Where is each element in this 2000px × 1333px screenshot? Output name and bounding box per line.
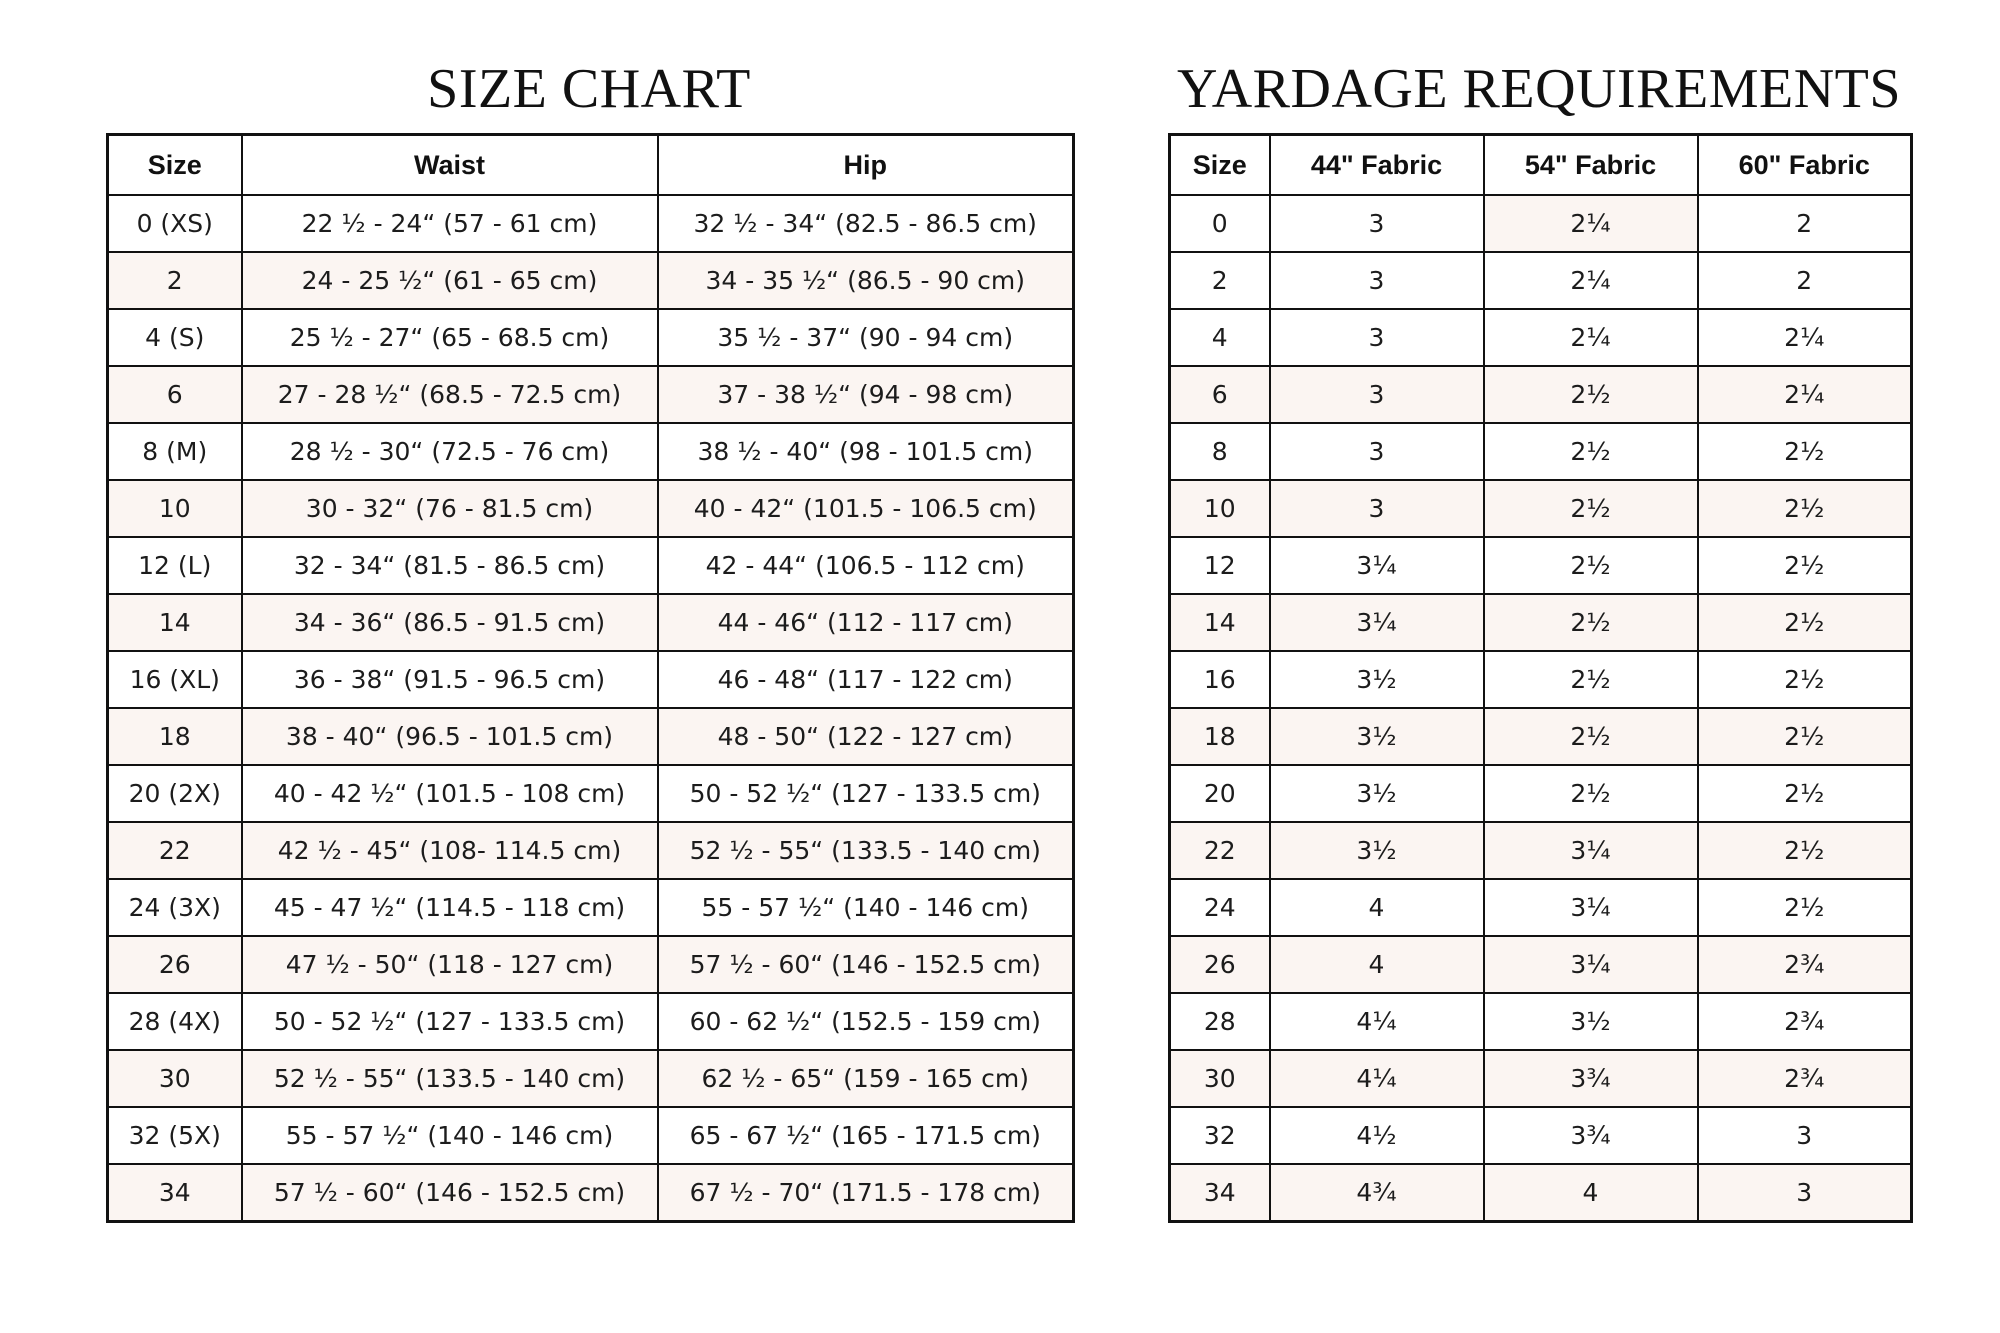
size-cell: 8	[1170, 423, 1270, 480]
yardage-header-row	[1170, 135, 1912, 196]
waist-cell: 27 - 28 ½“ (68.5 - 72.5 cm)	[242, 366, 658, 423]
fabric-60-cell: 2¾	[1698, 936, 1912, 993]
size-chart-header-row	[108, 135, 1074, 196]
size-cell: 18	[1170, 708, 1270, 765]
waist-cell: 36 - 38“ (91.5 - 96.5 cm)	[242, 651, 658, 708]
fabric-44-cell: 3½	[1270, 708, 1484, 765]
yardage-title: YARDAGE REQUIREMENTS	[1177, 58, 1901, 120]
size-cell: 4 (S)	[108, 309, 242, 366]
fabric-44-cell: 3	[1270, 480, 1484, 537]
yardage-row	[1170, 252, 1912, 309]
yardage-row	[1170, 651, 1912, 708]
yardage-row	[1170, 822, 1912, 879]
fabric-60-cell: 2½	[1698, 423, 1912, 480]
size-chart-header-hip: Hip	[658, 135, 1074, 196]
yardage-table	[1168, 133, 1913, 1223]
hip-cell: 65 - 67 ½“ (165 - 171.5 cm)	[658, 1107, 1074, 1164]
yardage-row	[1170, 1107, 1912, 1164]
size-chart-row	[108, 1050, 1074, 1107]
size-cell: 16	[1170, 651, 1270, 708]
size-chart-table	[106, 133, 1075, 1223]
size-chart-header-waist: Waist	[242, 135, 658, 196]
fabric-60-cell: 3	[1698, 1107, 1912, 1164]
hip-cell: 48 - 50“ (122 - 127 cm)	[658, 708, 1074, 765]
size-chart-row	[108, 594, 1074, 651]
fabric-60-cell: 2½	[1698, 480, 1912, 537]
fabric-44-cell: 3½	[1270, 822, 1484, 879]
size-cell: 6	[1170, 366, 1270, 423]
fabric-60-cell: 2¾	[1698, 1050, 1912, 1107]
size-chart-row	[108, 480, 1074, 537]
size-cell: 2	[108, 252, 242, 309]
fabric-54-cell: 2½	[1484, 537, 1698, 594]
size-cell: 10	[1170, 480, 1270, 537]
fabric-44-cell: 3	[1270, 366, 1484, 423]
waist-cell: 38 - 40“ (96.5 - 101.5 cm)	[242, 708, 658, 765]
size-cell: 14	[108, 594, 242, 651]
fabric-44-cell: 3½	[1270, 651, 1484, 708]
yardage-row	[1170, 936, 1912, 993]
size-cell: 32 (5X)	[108, 1107, 242, 1164]
size-cell: 32	[1170, 1107, 1270, 1164]
hip-cell: 34 - 35 ½“ (86.5 - 90 cm)	[658, 252, 1074, 309]
waist-cell: 28 ½ - 30“ (72.5 - 76 cm)	[242, 423, 658, 480]
fabric-54-cell: 2½	[1484, 480, 1698, 537]
size-cell: 14	[1170, 594, 1270, 651]
hip-cell: 32 ½ - 34“ (82.5 - 86.5 cm)	[658, 195, 1074, 252]
fabric-54-cell: 2½	[1484, 765, 1698, 822]
fabric-54-cell: 3¼	[1484, 936, 1698, 993]
yardage-row	[1170, 993, 1912, 1050]
hip-cell: 62 ½ - 65“ (159 - 165 cm)	[658, 1050, 1074, 1107]
fabric-60-cell: 2½	[1698, 822, 1912, 879]
size-cell: 22	[1170, 822, 1270, 879]
size-cell: 34	[108, 1164, 242, 1222]
size-cell: 22	[108, 822, 242, 879]
hip-cell: 46 - 48“ (117 - 122 cm)	[658, 651, 1074, 708]
size-cell: 12	[1170, 537, 1270, 594]
fabric-44-cell: 3	[1270, 252, 1484, 309]
yardage-header-60-fabric: 60" Fabric	[1698, 135, 1912, 196]
hip-cell: 55 - 57 ½“ (140 - 146 cm)	[658, 879, 1074, 936]
hip-cell: 60 - 62 ½“ (152.5 - 159 cm)	[658, 993, 1074, 1050]
fabric-44-cell: 3	[1270, 309, 1484, 366]
size-cell: 12 (L)	[108, 537, 242, 594]
fabric-44-cell: 3¼	[1270, 594, 1484, 651]
yardage-row	[1170, 879, 1912, 936]
fabric-54-cell: 2¼	[1484, 252, 1698, 309]
fabric-60-cell: 2	[1698, 252, 1912, 309]
size-cell: 16 (XL)	[108, 651, 242, 708]
fabric-60-cell: 2¼	[1698, 366, 1912, 423]
yardage-row	[1170, 366, 1912, 423]
yardage-row	[1170, 423, 1912, 480]
fabric-44-cell: 3¼	[1270, 537, 1484, 594]
size-chart-row	[108, 195, 1074, 252]
size-chart-row	[108, 309, 1074, 366]
yardage-panel	[1168, 0, 1910, 1223]
size-chart-row	[108, 252, 1074, 309]
size-chart-row	[108, 879, 1074, 936]
hip-cell: 40 - 42“ (101.5 - 106.5 cm)	[658, 480, 1074, 537]
hip-cell: 38 ½ - 40“ (98 - 101.5 cm)	[658, 423, 1074, 480]
fabric-54-cell: 2½	[1484, 423, 1698, 480]
size-chart-body	[108, 195, 1074, 1222]
yardage-row	[1170, 480, 1912, 537]
waist-cell: 47 ½ - 50“ (118 - 127 cm)	[242, 936, 658, 993]
hip-cell: 57 ½ - 60“ (146 - 152.5 cm)	[658, 936, 1074, 993]
waist-cell: 40 - 42 ½“ (101.5 - 108 cm)	[242, 765, 658, 822]
fabric-60-cell: 2	[1698, 195, 1912, 252]
size-chart-row	[108, 537, 1074, 594]
size-cell: 24 (3X)	[108, 879, 242, 936]
fabric-60-cell: 2½	[1698, 708, 1912, 765]
waist-cell: 22 ½ - 24“ (57 - 61 cm)	[242, 195, 658, 252]
fabric-44-cell: 3½	[1270, 765, 1484, 822]
size-chart-row	[108, 708, 1074, 765]
size-chart-header-size: Size	[108, 135, 242, 196]
fabric-54-cell: 3½	[1484, 993, 1698, 1050]
fabric-54-cell: 3¾	[1484, 1050, 1698, 1107]
size-cell: 28	[1170, 993, 1270, 1050]
size-cell: 28 (4X)	[108, 993, 242, 1050]
yardage-row	[1170, 708, 1912, 765]
fabric-54-cell: 2¼	[1484, 309, 1698, 366]
fabric-54-cell: 2¼	[1484, 195, 1698, 252]
size-chart-row	[108, 366, 1074, 423]
size-cell: 26	[1170, 936, 1270, 993]
yardage-row	[1170, 765, 1912, 822]
fabric-60-cell: 2½	[1698, 765, 1912, 822]
fabric-54-cell: 4	[1484, 1164, 1698, 1222]
size-cell: 4	[1170, 309, 1270, 366]
yardage-header-44-fabric: 44" Fabric	[1270, 135, 1484, 196]
waist-cell: 25 ½ - 27“ (65 - 68.5 cm)	[242, 309, 658, 366]
size-chart-row	[108, 1164, 1074, 1222]
size-cell: 0	[1170, 195, 1270, 252]
fabric-60-cell: 2¼	[1698, 309, 1912, 366]
size-chart-row	[108, 822, 1074, 879]
fabric-54-cell: 2½	[1484, 594, 1698, 651]
waist-cell: 50 - 52 ½“ (127 - 133.5 cm)	[242, 993, 658, 1050]
fabric-60-cell: 2¾	[1698, 993, 1912, 1050]
size-cell: 34	[1170, 1164, 1270, 1222]
size-cell: 30	[108, 1050, 242, 1107]
yardage-row	[1170, 1164, 1912, 1222]
fabric-54-cell: 2½	[1484, 708, 1698, 765]
size-chart-row	[108, 1107, 1074, 1164]
yardage-row	[1170, 195, 1912, 252]
waist-cell: 30 - 32“ (76 - 81.5 cm)	[242, 480, 658, 537]
fabric-44-cell: 4	[1270, 936, 1484, 993]
fabric-44-cell: 4¼	[1270, 993, 1484, 1050]
yardage-header-54-fabric: 54" Fabric	[1484, 135, 1698, 196]
waist-cell: 55 - 57 ½“ (140 - 146 cm)	[242, 1107, 658, 1164]
fabric-44-cell: 4¼	[1270, 1050, 1484, 1107]
fabric-54-cell: 3¼	[1484, 879, 1698, 936]
size-cell: 30	[1170, 1050, 1270, 1107]
size-cell: 2	[1170, 252, 1270, 309]
waist-cell: 24 - 25 ½“ (61 - 65 cm)	[242, 252, 658, 309]
fabric-44-cell: 4	[1270, 879, 1484, 936]
size-cell: 0 (XS)	[108, 195, 242, 252]
size-chart-row	[108, 651, 1074, 708]
yardage-row	[1170, 537, 1912, 594]
fabric-60-cell: 2½	[1698, 537, 1912, 594]
yardage-header-size: Size	[1170, 135, 1270, 196]
size-cell: 26	[108, 936, 242, 993]
fabric-54-cell: 2½	[1484, 651, 1698, 708]
fabric-44-cell: 3	[1270, 423, 1484, 480]
hip-cell: 44 - 46“ (112 - 117 cm)	[658, 594, 1074, 651]
size-chart-title: SIZE CHART	[427, 58, 751, 120]
waist-cell: 45 - 47 ½“ (114.5 - 118 cm)	[242, 879, 658, 936]
fabric-60-cell: 2½	[1698, 879, 1912, 936]
fabric-44-cell: 4½	[1270, 1107, 1484, 1164]
size-chart-row	[108, 936, 1074, 993]
size-cell: 10	[108, 480, 242, 537]
yardage-row	[1170, 1050, 1912, 1107]
fabric-54-cell: 2½	[1484, 366, 1698, 423]
size-chart-row	[108, 765, 1074, 822]
size-cell: 8 (M)	[108, 423, 242, 480]
fabric-54-cell: 3¼	[1484, 822, 1698, 879]
waist-cell: 57 ½ - 60“ (146 - 152.5 cm)	[242, 1164, 658, 1222]
fabric-60-cell: 2½	[1698, 594, 1912, 651]
yardage-row	[1170, 594, 1912, 651]
size-cell: 18	[108, 708, 242, 765]
size-chart-panel	[106, 0, 1072, 1223]
waist-cell: 52 ½ - 55“ (133.5 - 140 cm)	[242, 1050, 658, 1107]
size-cell: 20 (2X)	[108, 765, 242, 822]
waist-cell: 32 - 34“ (81.5 - 86.5 cm)	[242, 537, 658, 594]
hip-cell: 35 ½ - 37“ (90 - 94 cm)	[658, 309, 1074, 366]
size-cell: 24	[1170, 879, 1270, 936]
fabric-60-cell: 2½	[1698, 651, 1912, 708]
size-cell: 6	[108, 366, 242, 423]
fabric-54-cell: 3¾	[1484, 1107, 1698, 1164]
hip-cell: 37 - 38 ½“ (94 - 98 cm)	[658, 366, 1074, 423]
waist-cell: 34 - 36“ (86.5 - 91.5 cm)	[242, 594, 658, 651]
fabric-44-cell: 3	[1270, 195, 1484, 252]
hip-cell: 50 - 52 ½“ (127 - 133.5 cm)	[658, 765, 1074, 822]
fabric-60-cell: 3	[1698, 1164, 1912, 1222]
size-cell: 20	[1170, 765, 1270, 822]
fabric-44-cell: 4¾	[1270, 1164, 1484, 1222]
size-chart-row	[108, 423, 1074, 480]
hip-cell: 67 ½ - 70“ (171.5 - 178 cm)	[658, 1164, 1074, 1222]
waist-cell: 42 ½ - 45“ (108- 114.5 cm)	[242, 822, 658, 879]
yardage-body	[1170, 195, 1912, 1222]
hip-cell: 52 ½ - 55“ (133.5 - 140 cm)	[658, 822, 1074, 879]
hip-cell: 42 - 44“ (106.5 - 112 cm)	[658, 537, 1074, 594]
yardage-row	[1170, 309, 1912, 366]
size-chart-row	[108, 993, 1074, 1050]
